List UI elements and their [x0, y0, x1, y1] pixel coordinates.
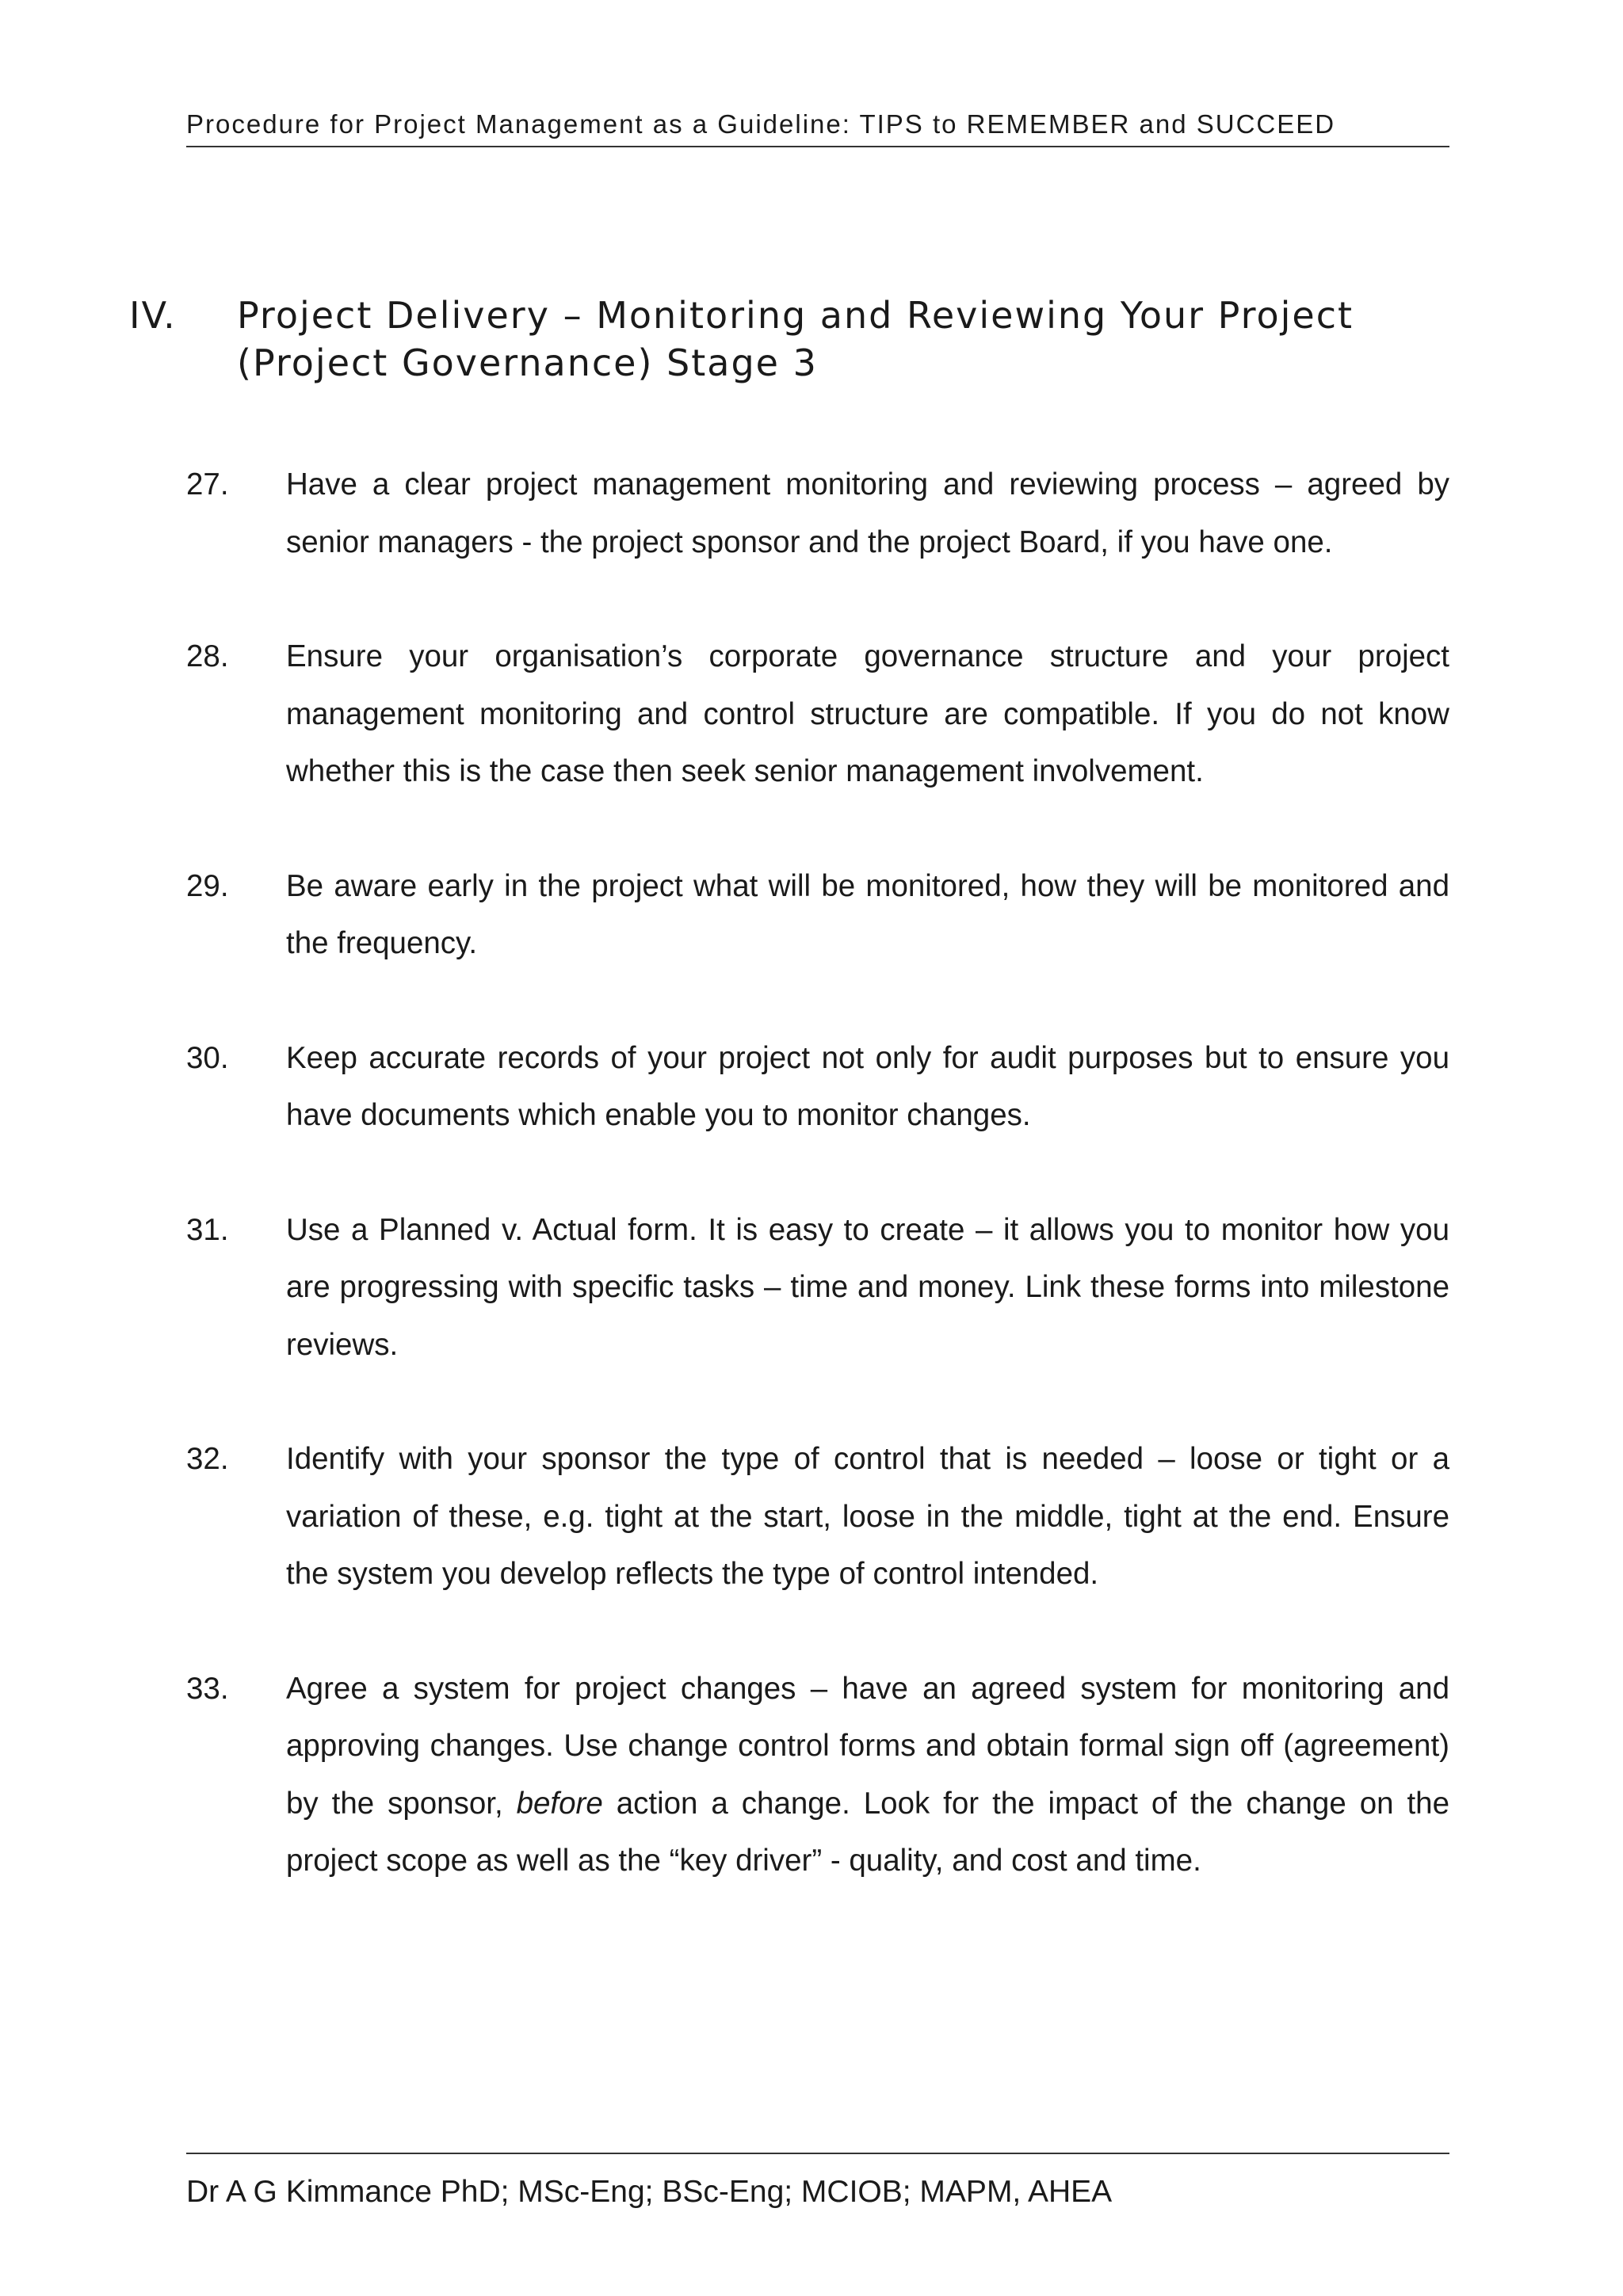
list-item	[186, 1661, 1449, 1890]
list-item	[186, 1202, 1449, 1375]
item-number: 31.	[186, 1212, 229, 1247]
item-text-start: Agree a system for project changes – have an agreed system for monitoring and approving changes. Use change control forms and obtain formal sign off (agreement) by the sponsor,	[286, 1671, 1449, 1821]
item-text: Use a Planned v. Actual form. It is easy to create – it allows you to monitor how you are progressing with specific tasks – time and money. Link these forms into milestone reviews.	[286, 1212, 1449, 1362]
running-header: Procedure for Project Management as a Guideline: TIPS to REMEMBER and SUCCEED	[186, 109, 1449, 147]
item-number: 32.	[186, 1442, 229, 1476]
section-title: Project Delivery – Monitoring and Reviewing Your Project (Project Governance) Stage 3	[237, 294, 1354, 384]
item-number: 27.	[186, 467, 229, 502]
item-number: 28.	[186, 639, 229, 673]
list-item	[186, 456, 1449, 571]
list-item	[186, 1030, 1449, 1145]
item-text: Identify with your sponsor the type of control that is needed – loose or tight or a variation of these, e.g. tight at the start, loose in the middle, tight at the end. Ensure the system you develop reflects the type of control intended.	[286, 1442, 1449, 1591]
item-text-emphasis: before	[516, 1786, 603, 1821]
item-text-end: action a change. Look for the impact of the change on the project scope as well as the “key driver” - quality, and cost and time.	[286, 1786, 1450, 1878]
item-number: 29.	[186, 868, 229, 903]
item-text: Keep accurate records of your project not only for audit purposes but to ensure you have documents which enable you to monitor changes.	[286, 1040, 1449, 1132]
item-number: 30.	[186, 1040, 229, 1075]
list-item	[186, 628, 1449, 801]
list-item	[186, 858, 1449, 973]
item-text: Ensure your organisation’s corporate governance structure and your project management monitoring and control structure are compatible. If you do not know whether this is the case then seek senior management involvement.	[286, 639, 1449, 788]
item-text: Have a clear project management monitoring and reviewing process – agreed by senior managers - the project sponsor and the project Board, if you have one.	[286, 467, 1449, 559]
author-footer: Dr A G Kimmance PhD; MSc-Eng; BSc-Eng; MCIOB; MAPM, AHEA	[186, 2153, 1449, 2210]
item-text	[286, 1661, 1449, 1890]
section-number: IV.	[129, 294, 177, 337]
item-text: Be aware early in the project what will be monitored, how they will be monitored and the frequency.	[286, 868, 1449, 960]
list-item	[186, 1431, 1449, 1604]
item-number: 33.	[186, 1671, 229, 1706]
tips-list	[186, 456, 1449, 1947]
